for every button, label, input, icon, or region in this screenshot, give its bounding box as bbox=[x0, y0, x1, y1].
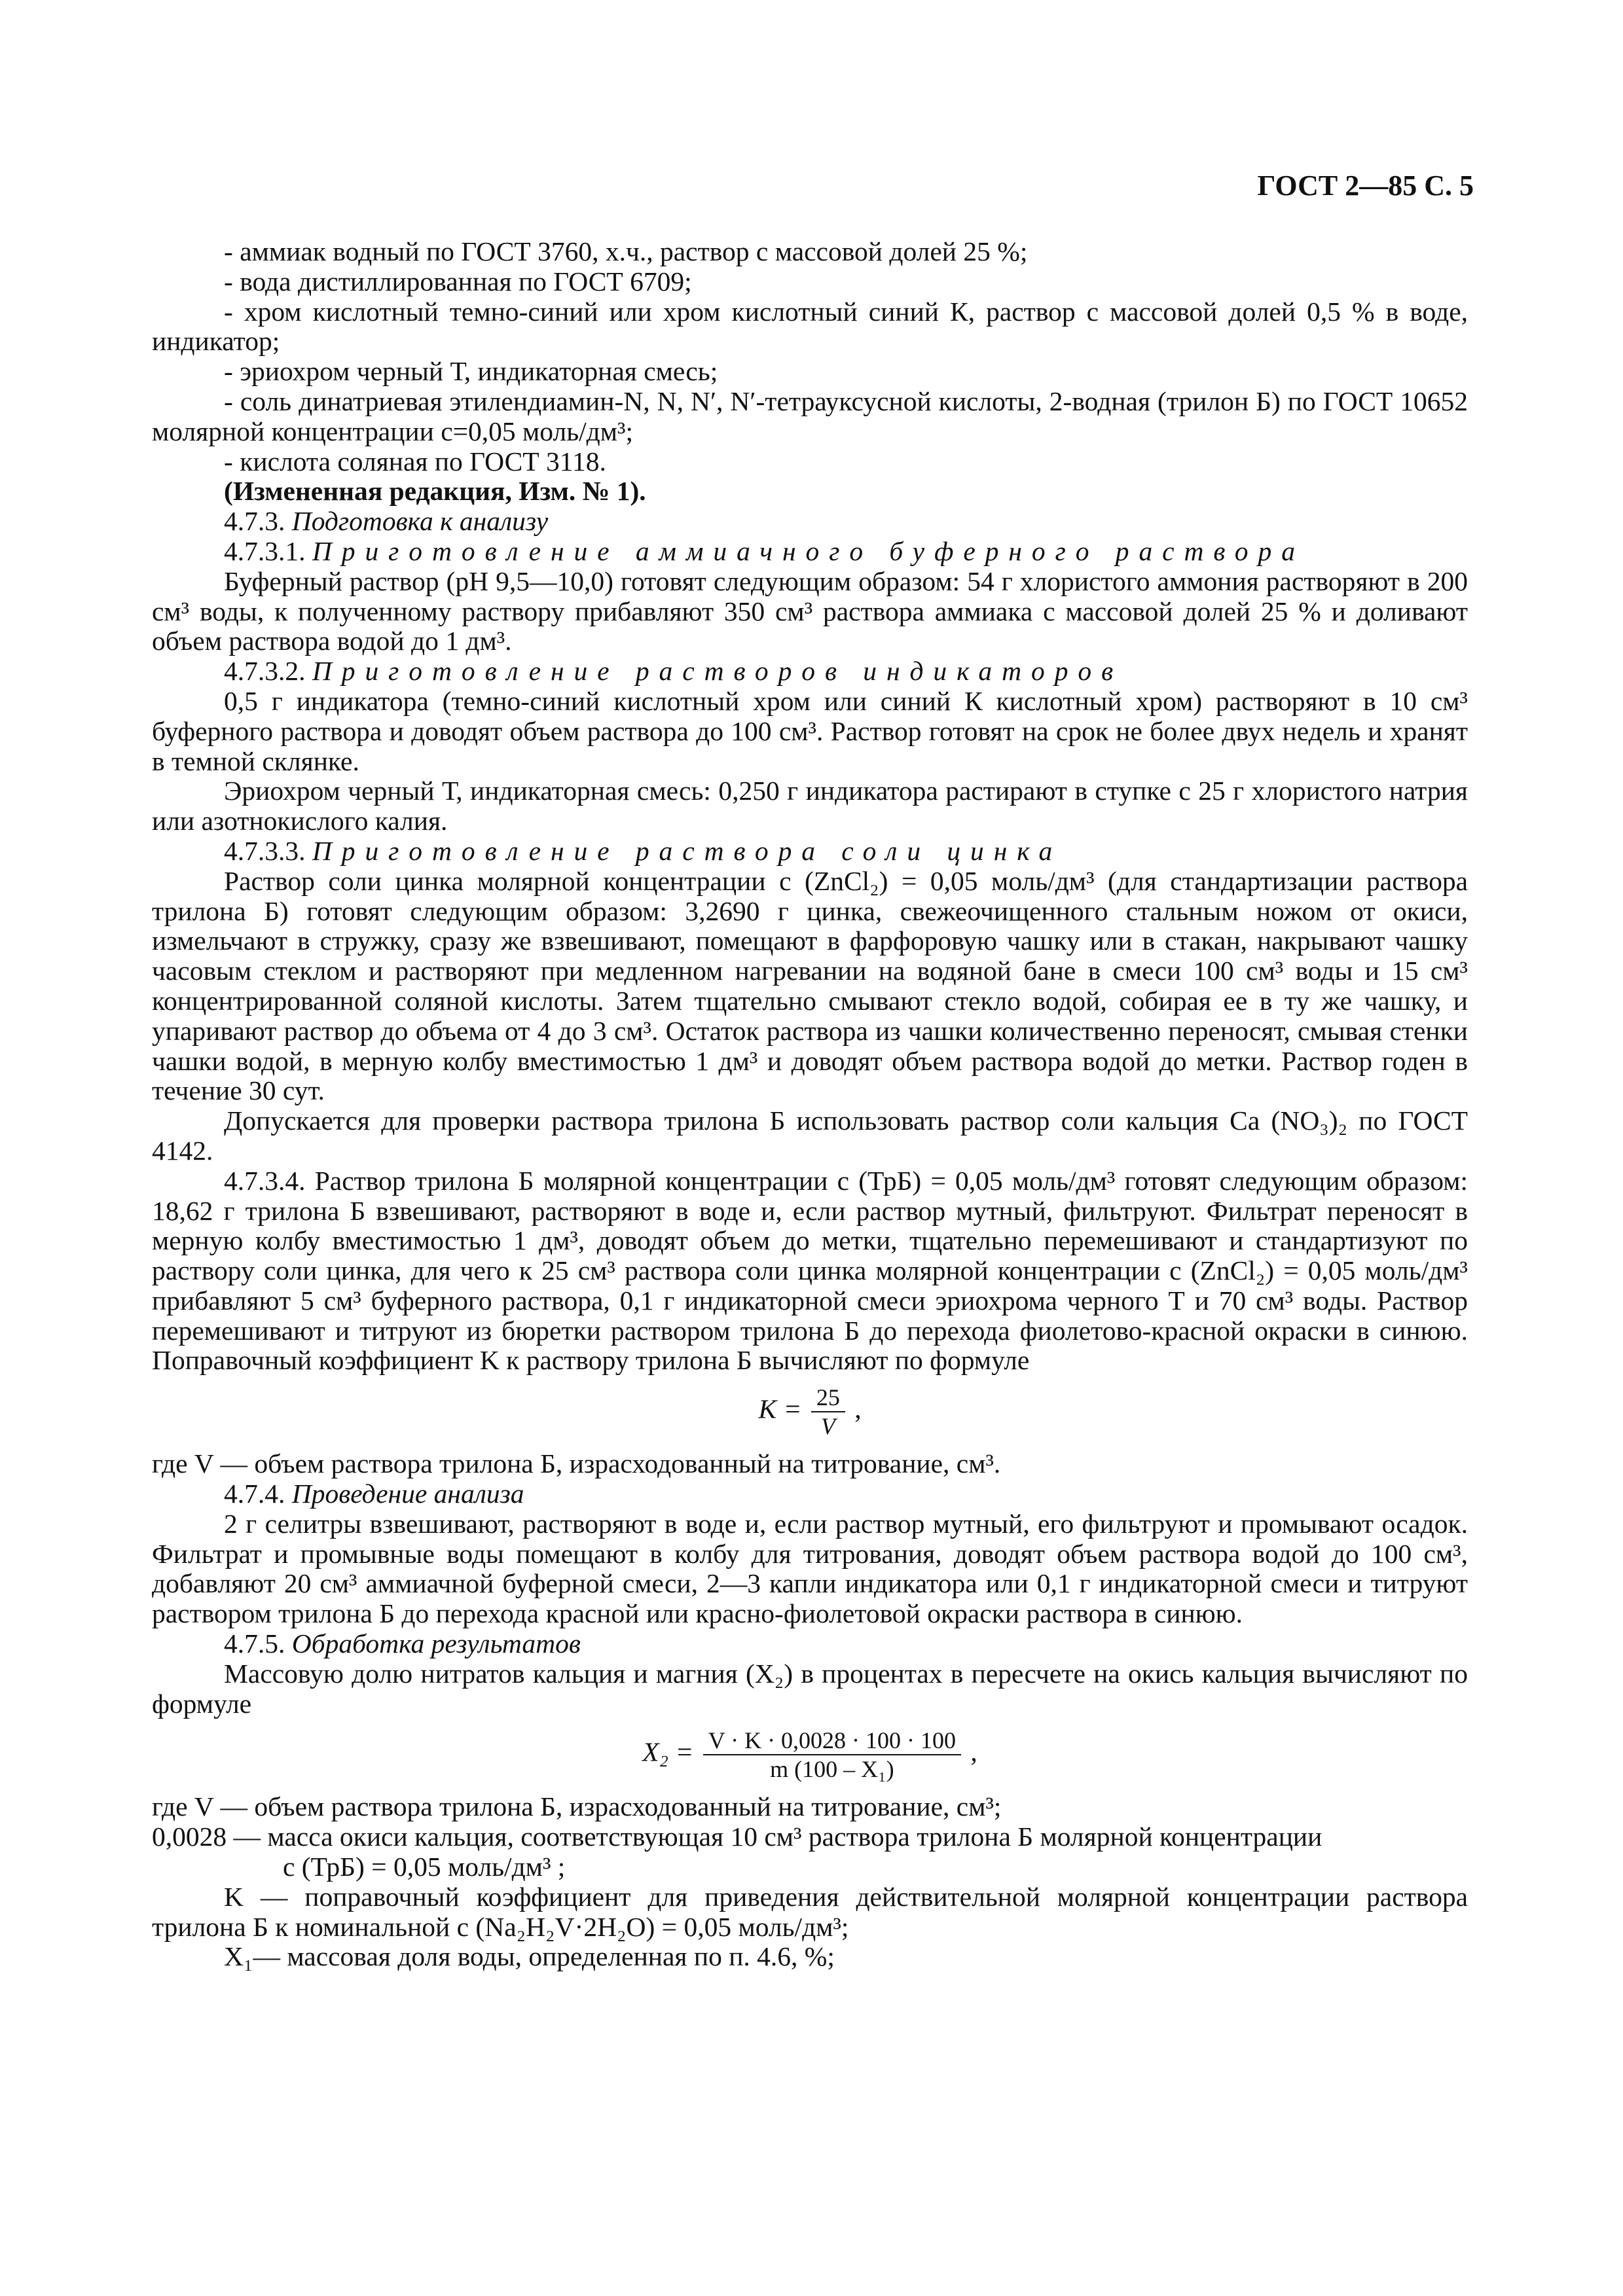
section-title: Обработка результатов bbox=[291, 1628, 581, 1659]
formula-k bbox=[152, 1384, 1468, 1440]
paragraph: Буферный раствор (рН 9,5—10,0) готовят следующим образом: 54 г хлористого аммония растворяют в 200 см³ воды, к полученному раствору прибавляют 350 см³ раствора аммиака с массовой долей 25 % и доливают объем раствора водой до 1 дм³. bbox=[152, 565, 1468, 656]
paragraph: Эриохром черный Т, индикаторная смесь: 0,250 г индикатора растирают в ступке с 25 г хлористого натрия или азотнокислого калия. bbox=[152, 776, 1468, 836]
paragraph: 0,5 г индикатора (темно-синий кислотный хром или синий К кислотный хром) растворяют в 10 см³ буферного раствора и доводят объем раствора до 100 см³. Раствор готовят на срок не более двух недель и хранят в темной склянке. bbox=[152, 685, 1468, 776]
formula-fraction bbox=[811, 1384, 845, 1440]
section-number: 4.7.3.3. bbox=[224, 835, 306, 866]
section-number: 4.7.4. bbox=[224, 1479, 285, 1509]
section-number: 4.7.3.1. bbox=[224, 535, 306, 566]
paragraph: Раствор соли цинка молярной концентрации с (ZnCl₂) = 0,05 моль/дм³ (для стандартизации раствора трилона Б) готовят следующим образом: 3,2690 г цинка, свежеочищенного стальным ножом от окиси, измельчают в стружку, сразу же взвешивают, помещают в фарфоровую чашку или в стакан, накрывают чашку часовым стеклом и растворяют при медленном нагревании на водяной бане в смеси 100 см³ воды и 15 см³ концентрированной соляной кислоты. Затем тщательно смывают стекло водой, собирая ее в ту же чашку, и упаривают раствор до объема от 4 до 3 см³. Остаток раствора из чашки количественно переносят, смывая стенки чашки водой, в мерную колбу вместимостью 1 дм³ и доводят объем раствора водой до метки. Раствор годен в течение 30 сут. bbox=[152, 865, 1468, 1106]
section-heading-4-7-4 bbox=[152, 1479, 1468, 1509]
formula-lhs: K = bbox=[758, 1393, 802, 1424]
formula-fraction bbox=[703, 1727, 961, 1783]
formula-denominator: m (100 – X₁) bbox=[770, 1756, 894, 1783]
reagent-item: - кислота соляная по ГОСТ 3118. bbox=[224, 446, 606, 476]
formula-numerator: 25 bbox=[811, 1384, 845, 1412]
section-heading-4-7-5 bbox=[152, 1629, 1468, 1659]
section-heading-4-7-3 bbox=[152, 507, 1468, 537]
formula-legend: X₁— массовая доля воды, определенная по п. 4.6, %; bbox=[224, 1941, 835, 1972]
reagent-item: - эриохром черный Т, индикаторная смесь; bbox=[224, 356, 718, 387]
paragraph: Допускается для проверки раствора трилона Б использовать раствор соли кальция Са (NO₃)₂ по ГОСТ 4142. bbox=[152, 1105, 1468, 1166]
formula-legend: где V — объем раствора трилона Б, израсходованный на титрование, см³; bbox=[152, 1791, 1002, 1822]
section-title: Приготовление раствора соли цинка bbox=[312, 835, 1063, 866]
paragraph: 4.7.3.4. Раствор трилона Б молярной концентрации с (ТрБ) = 0,05 моль/дм³ готовят следующим образом: 18,62 г трилона Б взвешивают, растворяют в воде и, если раствор мутный, фильтруют. Фильтрат переносят в мерную колбу вместимостью 1 дм³, доводят объем до метки, тщательно перемешивают и стандартизуют по раствору соли цинка, для чего к 25 см³ раствора соли цинка молярной концентрации с (ZnCl₂) = 0,05 моль/дм³ прибавляют 5 см³ буферного раствора, 0,1 г индикаторной смеси эриохрома черного Т и 70 см³ воды. Раствор перемешивают и титруют из бюретки раствором трилона Б до перехода фиолетово-красной окраски в синюю. Поправочный коэффициент K к раствору трилона Б вычисляют по формуле bbox=[152, 1165, 1468, 1376]
section-title: Подготовка к анализу bbox=[291, 506, 549, 537]
section-title: Проведение анализа bbox=[291, 1479, 524, 1509]
section-title: Приготовление аммиачного буферного раствора bbox=[312, 535, 1305, 566]
formula-x2 bbox=[152, 1727, 1468, 1783]
formula-tail: , bbox=[854, 1393, 862, 1424]
amendment-note: (Измененная редакция, Изм. № 1). bbox=[224, 476, 646, 507]
section-number: 4.7.3. bbox=[224, 506, 285, 537]
paragraph: Массовую долю нитратов кальция и магния (X₂) в процентах в пересчете на окись кальция вычисляют по формуле bbox=[152, 1658, 1468, 1719]
reagent-item: - соль динатриевая этилендиамин-N, N, N′, N′-тетрауксусной кислоты, 2-водная (трилон Б) по ГОСТ 10652 молярной концентрации c=0,05 моль/дм³; bbox=[152, 386, 1468, 446]
formula-legend: где V — объем раствора трилона Б, израсходованный на титрование, см³. bbox=[152, 1448, 1001, 1479]
reagent-item: - хром кислотный темно-синий или хром кислотный синий К, раствор с массовой долей 0,5 % в воде, индикатор; bbox=[152, 296, 1468, 357]
formula-lhs: X₂ = bbox=[642, 1736, 694, 1767]
section-title: Приготовление растворов индикаторов bbox=[312, 656, 1123, 687]
reagent-item: - аммиак водный по ГОСТ 3760, х.ч., раствор с массовой долей 25 %; bbox=[224, 236, 1028, 266]
formula-tail: , bbox=[970, 1736, 977, 1767]
formula-denominator: V bbox=[820, 1413, 835, 1440]
section-number: 4.7.3.2. bbox=[224, 656, 306, 687]
formula-legend: K — поправочный коэффициент для приведения действительной молярной концентрации раствора трилона Б к номинальной с (Na₂H₂V·2H₂O) = 0,05 моль/дм³; bbox=[152, 1881, 1468, 1942]
section-heading-4-7-3-2 bbox=[152, 656, 1468, 687]
section-heading-4-7-3-3 bbox=[152, 836, 1468, 867]
reagent-item: - вода дистиллированная по ГОСТ 6709; bbox=[224, 266, 692, 296]
section-number: 4.7.5. bbox=[224, 1628, 285, 1659]
page-header: ГОСТ 2—85 С. 5 bbox=[1257, 170, 1474, 202]
paragraph: 2 г селитры взвешивают, растворяют в воде и, если раствор мутный, его фильтруют и промывают осадок. Фильтрат и промывные воды помещают в колбу для титрования, доводят объем раствора водой до 100 см³, добавляют 20 см³ аммиачной буферной смеси, 2—3 капли индикатора или 0,1 г индикаторной смеси и титруют раствором трилона Б до перехода красной или красно-фиолетовой окраски раствора в синюю. bbox=[152, 1508, 1468, 1629]
formula-legend: 0,0028 — масса окиси кальция, соответствующая 10 см³ раствора трилона Б молярной концентрации bbox=[152, 1821, 1322, 1852]
formula-legend: с (ТрБ) = 0,05 моль/дм³ ; bbox=[283, 1852, 566, 1882]
formula-numerator: V · K · 0,0028 · 100 · 100 bbox=[703, 1727, 961, 1755]
document-body bbox=[152, 237, 1468, 1972]
section-heading-4-7-3-1 bbox=[152, 537, 1468, 567]
